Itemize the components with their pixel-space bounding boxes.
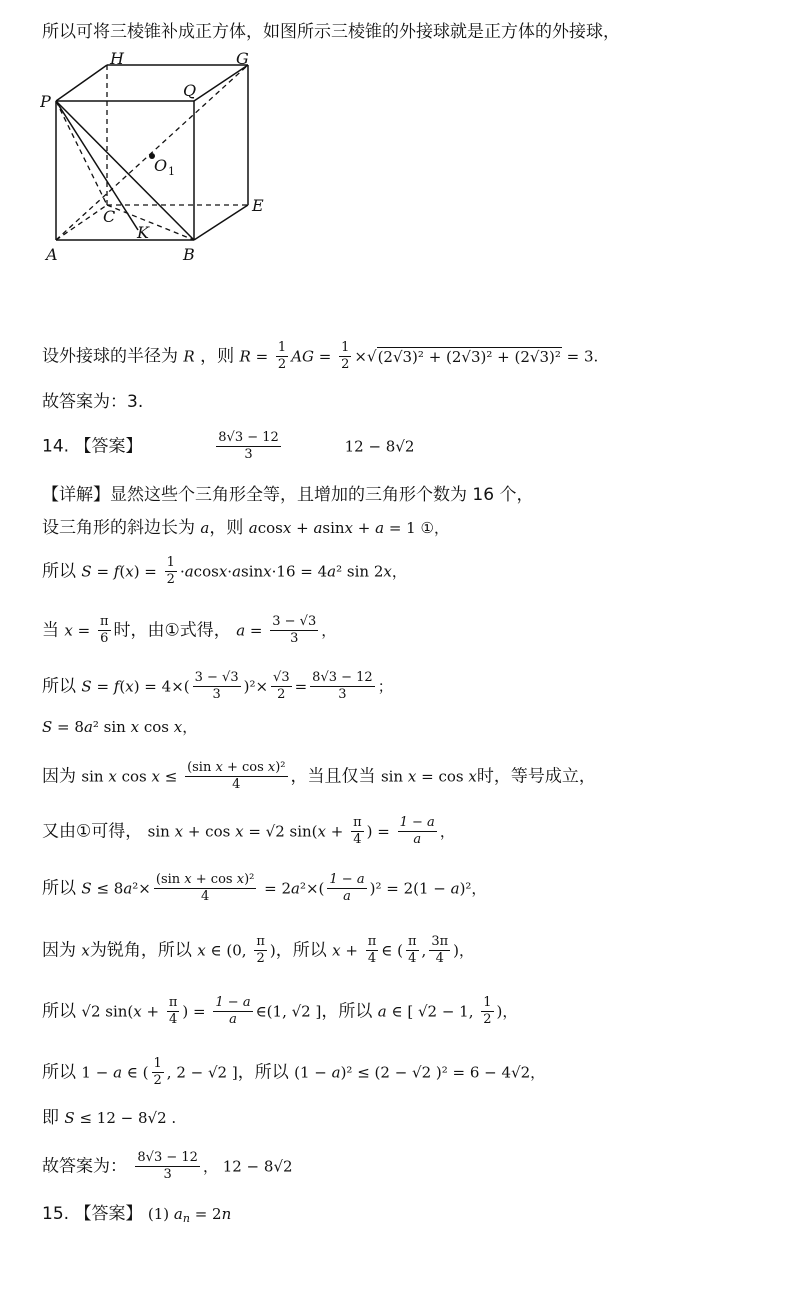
label-O: O [154,156,168,175]
s-value-line: 所以 S = f(x) = 4×( $\frac{3 - √3}{3}$ )²× $\frac{√3}{2}$ = $\frac{8√3 - 12}{3}$ ； [42,670,393,702]
label-K: K [137,223,149,242]
edge-PH [56,65,107,101]
range-1-a-line: 所以 1 − a ∈ ( $\frac{1}{2}$ , 2 − √2 ]，所以 (1 − a)² ≤ (2 − √2 )² = 6 − 4√2， [42,1056,546,1088]
detail-line: 【详解】显然这些个三角形全等，且增加的三角形个数为 16 个， [42,485,534,505]
final-answer-line: 故答案为： $\frac{8√3 - 12}{3}$ ， 12 − 8√2 [42,1150,293,1182]
q15-line: 15. 【答案】 (1) an = 2n [42,1204,232,1225]
q14-answer-line: 14. 【答案】 $\frac{8√3 - 12}{3}$ 12 − 8√2 [42,430,415,462]
cube-figure [40,50,280,275]
area-line: 所以 S = f(x) = $\frac{1}{2}$ ·acosx·asinx·16 = 4a² sin 2x， [42,555,407,587]
answer-13: 故答案为：3. [42,392,144,412]
label-H: H [110,50,124,68]
when-line: 当 x = $\frac{\pi}{6}$ 时，由①式得， a = $\frac{3 - √3}{3}$ ， [42,614,337,646]
edge-PC [56,101,107,205]
radius-line: 设外接球的半径为 R ，则 R = $\frac{1}{2}$ AG = $\frac{1}{2}$ ×√(2√3)² + (2√3)² + (2√3)² = 3. [42,340,599,372]
label-B: B [183,245,195,264]
edge-BE [194,205,248,240]
label-G: G [236,50,249,68]
label-O-sub: 1 [168,165,175,178]
acute-line: 因为 x为锐角，所以 x ∈ (0, $\frac{\pi}{2}$ )，所以 x + $\frac{\pi}{4}$ ∈ ( $\frac{\pi}{4}$ , $\frac{3\pi}{4}$ )， [42,934,475,966]
inequality-line: 因为 sin x cos x ≤ $\frac{\text{(sin x + cos x)²}}{4}$ ，当且仅当 sin x = cos x时，等号成立， [42,760,596,792]
edge-AG [56,65,248,240]
label-P: P [40,92,51,111]
range-a-line: 所以 √2 sin(x + $\frac{\pi}{4}$ ) = $\frac{1 - a}{a}$ ∈(1, √2 ]，所以 a ∈ [ √2 − 1, $\frac{1}{2}$ )， [42,995,518,1027]
conclusion-line: 即 S ≤ 12 − 8√2 . [42,1108,177,1128]
s-bound-line: 所以 S ≤ 8a²× $\frac{\text{(sin x + cos x)²}}{4}$ = 2a²×( $\frac{1 - a}{a}$ )² = 2(1 − a)²， [42,872,487,904]
hyp-line: 设三角形的斜边长为 a，则 acosx + asinx + a = 1 ①， [42,518,449,538]
label-C: C [103,207,116,226]
edge-PK [56,101,138,230]
from-1-line: 又由①可得， sin x + cos x = √2 sin(x + $\frac{\pi}{4}$ ) = $\frac{1 - a}{a}$ ， [42,815,455,847]
edge-QG [194,65,248,101]
label-Q: Q [183,81,197,100]
edge-CB [107,205,194,240]
s-formula-line: S = 8a² sin x cos x， [42,718,198,736]
label-A: A [46,245,58,264]
intro-line: 所以可将三棱锥补成正方体，如图所示三棱锥的外接球就是正方体的外接球， [42,22,620,42]
label-E: E [252,196,264,215]
edge-AC [56,205,107,240]
